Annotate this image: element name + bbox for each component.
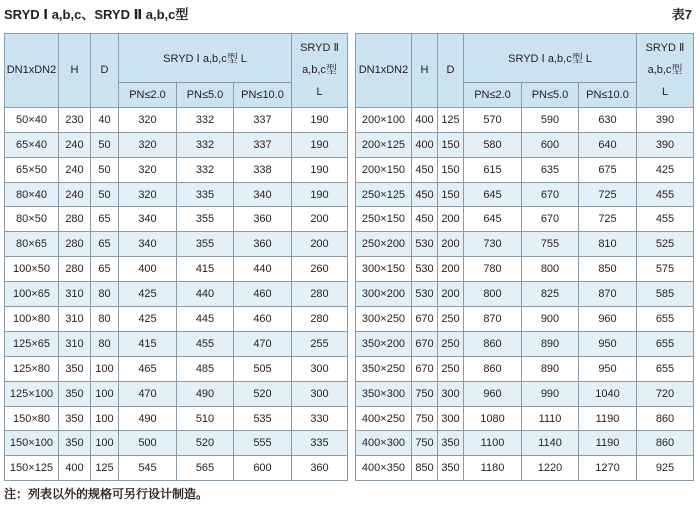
cell-dn: 150×125 <box>5 456 59 481</box>
cell-h: 670 <box>412 307 438 332</box>
cell-pn-2: 580 <box>464 132 522 157</box>
cell-pn-2: 645 <box>464 207 522 232</box>
cell-dn: 300×150 <box>356 257 412 282</box>
cell-pn-2: 340 <box>119 207 177 232</box>
cell-dn: 200×100 <box>356 107 412 132</box>
cell-type2-l: 190 <box>292 182 348 207</box>
table-row <box>5 431 348 456</box>
cell-pn-2: 320 <box>119 132 177 157</box>
cell-pn-2: 490 <box>119 406 177 431</box>
cell-pn-2: 615 <box>464 157 522 182</box>
header-pn-5: PN≤5.0 <box>177 83 234 108</box>
cell-dn: 125×100 <box>5 381 59 406</box>
cell-d: 250 <box>438 307 464 332</box>
cell-pn-5: 1220 <box>522 456 579 481</box>
cell-d: 125 <box>438 107 464 132</box>
cell-dn: 65×50 <box>5 157 59 182</box>
cell-pn-5: 332 <box>177 132 234 157</box>
cell-d: 80 <box>91 282 119 307</box>
cell-dn: 350×250 <box>356 356 412 381</box>
header-type2 <box>637 34 694 108</box>
spec-table-right <box>355 33 694 481</box>
cell-pn-10: 950 <box>579 331 637 356</box>
cell-pn-5: 635 <box>522 157 579 182</box>
cell-pn-10: 337 <box>234 132 292 157</box>
cell-type2-l: 425 <box>637 157 694 182</box>
cell-pn-2: 320 <box>119 107 177 132</box>
table-row <box>5 132 348 157</box>
cell-pn-2: 470 <box>119 381 177 406</box>
cell-dn: 300×200 <box>356 282 412 307</box>
cell-d: 350 <box>438 431 464 456</box>
cell-pn-10: 337 <box>234 107 292 132</box>
cell-dn: 65×40 <box>5 132 59 157</box>
cell-h: 750 <box>412 381 438 406</box>
cell-d: 40 <box>91 107 119 132</box>
cell-h: 400 <box>412 132 438 157</box>
table-row <box>5 157 348 182</box>
table-row <box>5 456 348 481</box>
cell-pn-10: 810 <box>579 232 637 257</box>
cell-pn-10: 535 <box>234 406 292 431</box>
cell-d: 150 <box>438 132 464 157</box>
cell-pn-5: 1110 <box>522 406 579 431</box>
table-row <box>5 356 348 381</box>
cell-pn-5: 445 <box>177 307 234 332</box>
cell-h: 670 <box>412 356 438 381</box>
cell-dn: 100×80 <box>5 307 59 332</box>
header-h: H <box>412 34 438 108</box>
cell-d: 50 <box>91 182 119 207</box>
table-row <box>356 182 694 207</box>
cell-pn-2: 425 <box>119 307 177 332</box>
cell-type2-l: 300 <box>292 356 348 381</box>
cell-pn-10: 360 <box>234 232 292 257</box>
cell-h: 310 <box>59 282 91 307</box>
table-row <box>356 356 694 381</box>
cell-h: 750 <box>412 431 438 456</box>
cell-d: 65 <box>91 257 119 282</box>
cell-type2-l: 390 <box>637 107 694 132</box>
cell-pn-2: 465 <box>119 356 177 381</box>
cell-pn-2: 645 <box>464 182 522 207</box>
cell-h: 530 <box>412 232 438 257</box>
cell-h: 230 <box>59 107 91 132</box>
cell-pn-2: 415 <box>119 331 177 356</box>
cell-pn-5: 670 <box>522 182 579 207</box>
cell-pn-2: 425 <box>119 282 177 307</box>
cell-type2-l: 655 <box>637 331 694 356</box>
cell-type2-l: 360 <box>292 456 348 481</box>
header-d: D <box>438 34 464 108</box>
header-pn-2: PN≤2.0 <box>464 83 522 108</box>
cell-d: 100 <box>91 381 119 406</box>
cell-d: 300 <box>438 381 464 406</box>
cell-pn-10: 640 <box>579 132 637 157</box>
cell-h: 400 <box>412 107 438 132</box>
cell-h: 280 <box>59 232 91 257</box>
cell-h: 310 <box>59 331 91 356</box>
cell-d: 350 <box>438 456 464 481</box>
header-type2-line1: SRYD Ⅱ <box>300 42 339 55</box>
cell-pn-5: 355 <box>177 207 234 232</box>
cell-h: 280 <box>59 207 91 232</box>
cell-dn: 80×65 <box>5 232 59 257</box>
cell-d: 200 <box>438 257 464 282</box>
page-title: SRYD Ⅰ a,b,c、SRYD Ⅱ a,b,c型 <box>4 7 189 22</box>
cell-d: 100 <box>91 356 119 381</box>
cell-pn-5: 355 <box>177 232 234 257</box>
cell-pn-2: 1080 <box>464 406 522 431</box>
cell-d: 150 <box>438 182 464 207</box>
cell-dn: 150×80 <box>5 406 59 431</box>
cell-pn-5: 455 <box>177 331 234 356</box>
cell-pn-5: 332 <box>177 157 234 182</box>
table-row <box>5 282 348 307</box>
cell-type2-l: 190 <box>292 157 348 182</box>
cell-type2-l: 455 <box>637 182 694 207</box>
spec-table-left <box>4 33 348 481</box>
cell-h: 350 <box>59 356 91 381</box>
cell-pn-5: 890 <box>522 331 579 356</box>
header-type2-line3: L <box>316 86 323 99</box>
table-row <box>5 257 348 282</box>
table-row <box>5 307 348 332</box>
table-row <box>356 107 694 132</box>
footnote: 注：列表以外的规格可另行设计制造。 <box>4 487 209 501</box>
cell-h: 450 <box>412 207 438 232</box>
cell-pn-2: 500 <box>119 431 177 456</box>
cell-pn-5: 565 <box>177 456 234 481</box>
cell-d: 200 <box>438 282 464 307</box>
cell-pn-2: 1100 <box>464 431 522 456</box>
cell-dn: 250×150 <box>356 207 412 232</box>
cell-type2-l: 525 <box>637 232 694 257</box>
header-type2-line2: a,b,c型 <box>647 64 683 77</box>
cell-d: 300 <box>438 406 464 431</box>
cell-pn-10: 1040 <box>579 381 637 406</box>
header-dn: DN1xDN2 <box>5 34 59 108</box>
header-type1-group: SRYD Ⅰ a,b,c型 L <box>119 34 292 83</box>
cell-h: 350 <box>59 406 91 431</box>
cell-type2-l: 720 <box>637 381 694 406</box>
cell-pn-10: 950 <box>579 356 637 381</box>
cell-pn-10: 470 <box>234 331 292 356</box>
cell-pn-5: 800 <box>522 257 579 282</box>
cell-pn-10: 600 <box>234 456 292 481</box>
cell-dn: 200×125 <box>356 132 412 157</box>
cell-pn-10: 460 <box>234 282 292 307</box>
cell-h: 280 <box>59 257 91 282</box>
cell-pn-10: 340 <box>234 182 292 207</box>
cell-pn-2: 1180 <box>464 456 522 481</box>
cell-pn-2: 400 <box>119 257 177 282</box>
header-pn-10: PN≤10.0 <box>234 83 292 108</box>
cell-pn-10: 630 <box>579 107 637 132</box>
cell-type2-l: 280 <box>292 307 348 332</box>
cell-type2-l: 925 <box>637 456 694 481</box>
table-row <box>356 232 694 257</box>
cell-dn: 80×50 <box>5 207 59 232</box>
cell-dn: 125×65 <box>5 331 59 356</box>
cell-pn-5: 755 <box>522 232 579 257</box>
table-row <box>356 132 694 157</box>
table-row <box>356 307 694 332</box>
cell-h: 240 <box>59 182 91 207</box>
cell-type2-l: 860 <box>637 431 694 456</box>
cell-pn-5: 335 <box>177 182 234 207</box>
cell-type2-l: 575 <box>637 257 694 282</box>
cell-pn-2: 800 <box>464 282 522 307</box>
cell-dn: 50×40 <box>5 107 59 132</box>
cell-pn-5: 890 <box>522 356 579 381</box>
cell-h: 240 <box>59 132 91 157</box>
cell-pn-2: 780 <box>464 257 522 282</box>
cell-d: 80 <box>91 331 119 356</box>
cell-type2-l: 330 <box>292 406 348 431</box>
cell-h: 530 <box>412 257 438 282</box>
header-type2 <box>292 34 348 108</box>
cell-h: 400 <box>59 456 91 481</box>
header-type2-line2: a,b,c型 <box>302 64 337 77</box>
cell-pn-2: 570 <box>464 107 522 132</box>
cell-pn-2: 860 <box>464 331 522 356</box>
cell-d: 50 <box>91 157 119 182</box>
cell-d: 250 <box>438 356 464 381</box>
cell-pn-5: 510 <box>177 406 234 431</box>
cell-dn: 400×350 <box>356 456 412 481</box>
table-row <box>356 381 694 406</box>
cell-d: 65 <box>91 207 119 232</box>
cell-dn: 250×125 <box>356 182 412 207</box>
cell-type2-l: 335 <box>292 431 348 456</box>
cell-type2-l: 200 <box>292 207 348 232</box>
cell-pn-10: 460 <box>234 307 292 332</box>
cell-pn-2: 730 <box>464 232 522 257</box>
cell-d: 200 <box>438 207 464 232</box>
cell-pn-10: 1190 <box>579 431 637 456</box>
cell-type2-l: 255 <box>292 331 348 356</box>
cell-dn: 100×65 <box>5 282 59 307</box>
cell-dn: 80×40 <box>5 182 59 207</box>
cell-dn: 350×300 <box>356 381 412 406</box>
cell-pn-5: 990 <box>522 381 579 406</box>
table-row <box>5 381 348 406</box>
cell-h: 240 <box>59 157 91 182</box>
cell-dn: 250×200 <box>356 232 412 257</box>
header-type2-line1: SRYD Ⅱ <box>645 42 685 55</box>
cell-pn-10: 520 <box>234 381 292 406</box>
cell-dn: 300×250 <box>356 307 412 332</box>
cell-type2-l: 860 <box>637 406 694 431</box>
table-row <box>5 182 348 207</box>
cell-type2-l: 655 <box>637 307 694 332</box>
table-row <box>356 431 694 456</box>
cell-pn-5: 900 <box>522 307 579 332</box>
cell-dn: 400×300 <box>356 431 412 456</box>
cell-pn-5: 670 <box>522 207 579 232</box>
cell-type2-l: 585 <box>637 282 694 307</box>
cell-dn: 150×100 <box>5 431 59 456</box>
cell-pn-10: 1270 <box>579 456 637 481</box>
table-row <box>356 207 694 232</box>
table-row <box>356 456 694 481</box>
cell-h: 850 <box>412 456 438 481</box>
cell-pn-5: 1140 <box>522 431 579 456</box>
cell-d: 250 <box>438 331 464 356</box>
cell-pn-10: 360 <box>234 207 292 232</box>
cell-d: 100 <box>91 406 119 431</box>
cell-pn-10: 1190 <box>579 406 637 431</box>
cell-h: 350 <box>59 381 91 406</box>
cell-dn: 125×80 <box>5 356 59 381</box>
cell-type2-l: 455 <box>637 207 694 232</box>
cell-pn-5: 415 <box>177 257 234 282</box>
cell-pn-10: 850 <box>579 257 637 282</box>
cell-pn-5: 332 <box>177 107 234 132</box>
cell-pn-5: 440 <box>177 282 234 307</box>
cell-type2-l: 260 <box>292 257 348 282</box>
cell-type2-l: 655 <box>637 356 694 381</box>
cell-pn-10: 338 <box>234 157 292 182</box>
cell-dn: 200×150 <box>356 157 412 182</box>
cell-dn: 350×200 <box>356 331 412 356</box>
table-row <box>5 107 348 132</box>
header-pn-10: PN≤10.0 <box>579 83 637 108</box>
table-row <box>5 406 348 431</box>
cell-d: 100 <box>91 431 119 456</box>
cell-pn-5: 520 <box>177 431 234 456</box>
header-d: D <box>91 34 119 108</box>
cell-type2-l: 280 <box>292 282 348 307</box>
cell-pn-10: 505 <box>234 356 292 381</box>
cell-pn-2: 545 <box>119 456 177 481</box>
cell-h: 450 <box>412 182 438 207</box>
cell-d: 80 <box>91 307 119 332</box>
header-type1-group: SRYD Ⅰ a,b,c型 L <box>464 34 637 83</box>
cell-pn-2: 340 <box>119 232 177 257</box>
cell-type2-l: 190 <box>292 132 348 157</box>
table-row <box>356 282 694 307</box>
table-row <box>356 331 694 356</box>
cell-pn-5: 825 <box>522 282 579 307</box>
cell-type2-l: 190 <box>292 107 348 132</box>
header-type2-line3: L <box>661 86 669 99</box>
table-row <box>5 232 348 257</box>
cell-pn-10: 870 <box>579 282 637 307</box>
table-row <box>5 331 348 356</box>
table-row <box>356 257 694 282</box>
cell-pn-10: 440 <box>234 257 292 282</box>
cell-pn-2: 870 <box>464 307 522 332</box>
cell-pn-10: 675 <box>579 157 637 182</box>
cell-pn-10: 960 <box>579 307 637 332</box>
cell-d: 200 <box>438 232 464 257</box>
header-dn: DN1xDN2 <box>356 34 412 108</box>
cell-pn-5: 590 <box>522 107 579 132</box>
cell-pn-5: 600 <box>522 132 579 157</box>
cell-pn-10: 725 <box>579 207 637 232</box>
cell-h: 670 <box>412 331 438 356</box>
table-row <box>5 207 348 232</box>
cell-type2-l: 200 <box>292 232 348 257</box>
cell-type2-l: 390 <box>637 132 694 157</box>
cell-d: 50 <box>91 132 119 157</box>
cell-d: 125 <box>91 456 119 481</box>
cell-pn-5: 485 <box>177 356 234 381</box>
cell-dn: 400×250 <box>356 406 412 431</box>
cell-pn-2: 320 <box>119 182 177 207</box>
cell-pn-2: 860 <box>464 356 522 381</box>
cell-h: 450 <box>412 157 438 182</box>
cell-type2-l: 300 <box>292 381 348 406</box>
cell-h: 750 <box>412 406 438 431</box>
cell-h: 530 <box>412 282 438 307</box>
cell-pn-2: 320 <box>119 157 177 182</box>
cell-pn-5: 490 <box>177 381 234 406</box>
table-number: 表7 <box>671 7 692 22</box>
cell-d: 65 <box>91 232 119 257</box>
cell-d: 150 <box>438 157 464 182</box>
header-pn-5: PN≤5.0 <box>522 83 579 108</box>
cell-h: 350 <box>59 431 91 456</box>
header-pn-2: PN≤2.0 <box>119 83 177 108</box>
table-row <box>356 157 694 182</box>
cell-pn-2: 960 <box>464 381 522 406</box>
cell-pn-10: 725 <box>579 182 637 207</box>
cell-h: 310 <box>59 307 91 332</box>
table-row <box>356 406 694 431</box>
cell-pn-10: 555 <box>234 431 292 456</box>
cell-dn: 100×50 <box>5 257 59 282</box>
header-h: H <box>59 34 91 108</box>
